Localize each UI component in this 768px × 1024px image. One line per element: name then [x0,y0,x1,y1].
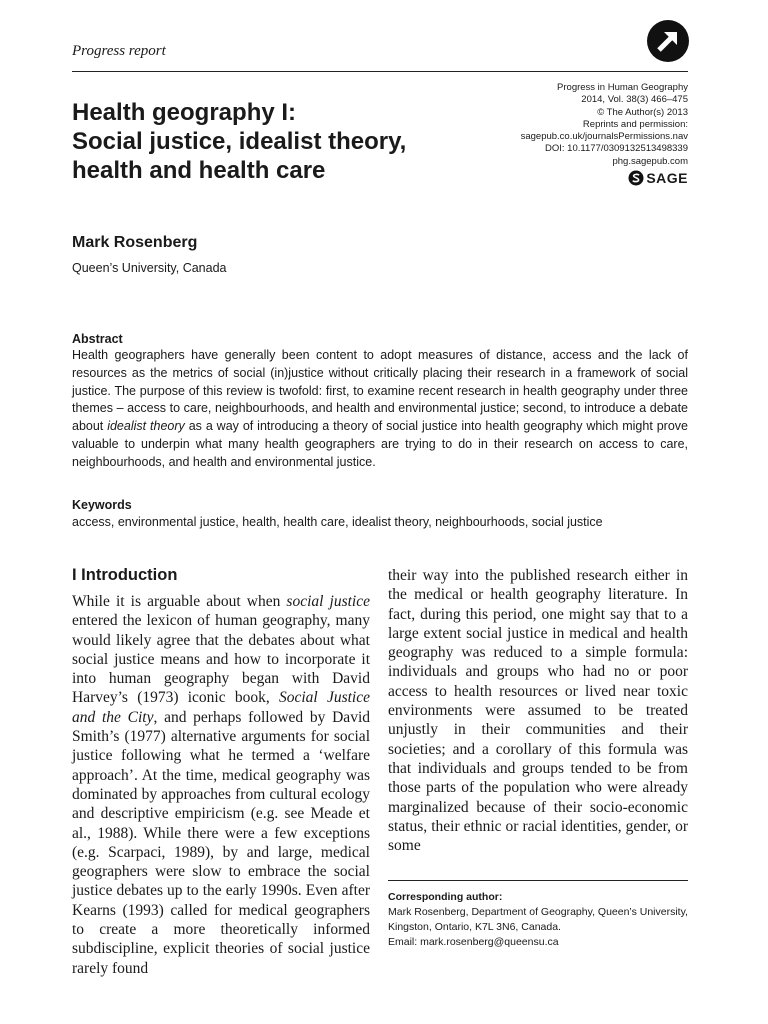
journal-volume: 2014, Vol. 38(3) 466–475 [581,94,688,106]
header-rule [72,71,688,72]
reprints-label: Reprints and permission: [582,118,688,130]
abstract-heading: Abstract [72,332,123,346]
keywords-list: access, environmental justice, health, health care, idealist theory, neighbourhoods, social justice [72,515,603,529]
footnote-rule [388,880,688,881]
title-line: Social justice, idealist theory, [72,128,407,155]
abstract-section [72,332,688,472]
body-column-right [388,566,688,855]
title-line: health and health care [72,157,326,184]
sage-wordmark: SAGE [646,169,688,186]
abstract-text: Health geographers have generally been content to adopt measures of distance, access and the lack of resources as the metrics of social (in)justice without critically placing their research in a framework of social justice. The purpose of this review is twofold: first, to examine recent research in health geography under three themes – access to care, neighbourhoods, and health and environmental justice; second, to introduce a debate about idealist theory as a way of introducing a theory of social justice into health geography which might prove valuable to underpin what many health geographers are trying to do in their research on access to care, neighbourhoods, and health and environmental justice. [72,348,688,469]
article-title [72,98,472,185]
corresponding-author-email[interactable]: Email: mark.rosenberg@queensu.ca [388,936,559,948]
sage-s-icon [628,170,644,186]
introduction-heading: I Introduction [72,566,178,584]
open-access-arrow-icon [646,19,690,63]
permissions-link[interactable]: sagepub.co.uk/journalsPermissions.nav [520,131,688,143]
corresponding-author-note [388,890,688,950]
author-affiliation: Queen’s University, Canada [72,261,227,275]
keywords-section [72,498,688,529]
journal-url[interactable]: phg.sagepub.com [612,155,688,167]
corresponding-author-heading: Corresponding author: [388,891,503,903]
doi[interactable]: DOI: 10.1177/0309132513498339 [545,143,688,155]
keywords-heading: Keywords [72,498,132,512]
journal-name: Progress in Human Geography [557,82,688,93]
introduction-paragraph-continued: their way into the published research either in the medical or health geography literature. In fact, during this period, one might say that to a large extent social justice in medical and health geography was reduced to a simple formula: individuals and groups who had no or poor access to health resources or lived near toxic environments were assumed to be treated unjustly in their communities and their societies; and a corollary of this formula was that individuals and groups tended to be from those parts of the population who were already marginalized because of their socio-economic status, their ethnic or racial identities, gender, or some [388,567,688,855]
corresponding-author-address: Mark Rosenberg, Department of Geography, Queen’s University, Kingston, Ontario, K7L 3N6, Canada. [388,906,688,933]
section-label: Progress report [72,43,166,59]
author-name: Mark Rosenberg [72,234,198,251]
introduction-paragraph: While it is arguable about when social justice entered the lexicon of human geography, many would likely agree that the debates about what social justice means and how to incorporate it into human geography began with David Harvey’s (1973) iconic book, Social Justice and the City, and perhaps followed by David Smith’s (1977) alternative arguments for social justice following what he termed a ‘welfare approach’. At the time, medical geography was dominated by approaches from cultural ecology and descriptive empiricism (e.g. see Meade et al., 1988). While there were a few exceptions (e.g. Scarpaci, 1989), by and large, medical geographers were slow to embrace the social justice debates up to the early 1990s. Even after Kearns (1993) called for medical geographers to create a more theoretically informed subdiscipline, explicit theories of social justice rarely found [72,593,370,977]
sage-logo [628,170,688,186]
copyright: © The Author(s) 2013 [597,106,688,118]
title-line: Health geography I: [72,99,297,126]
body-column-left [72,566,370,978]
